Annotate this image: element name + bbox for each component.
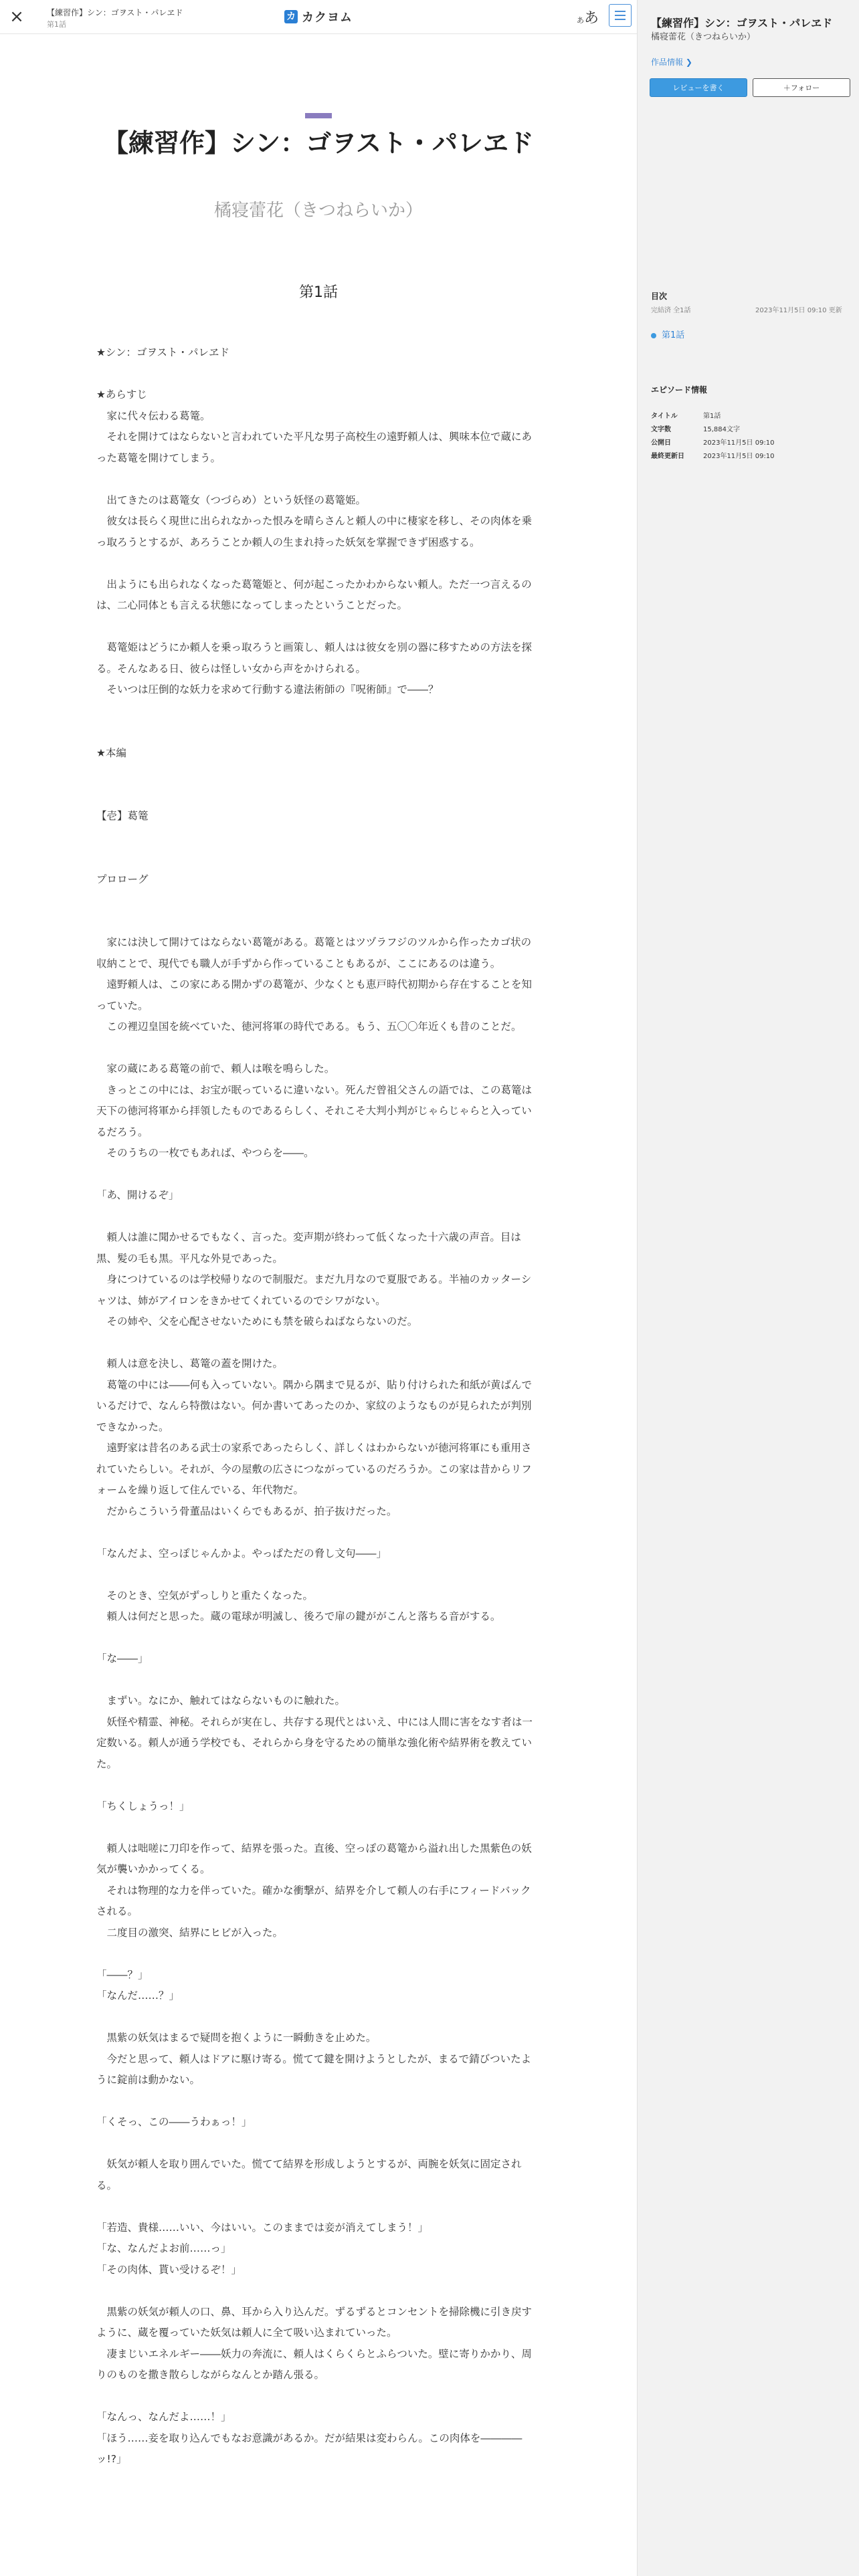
- body-paragraph: 頼人は誰に聞かせるでもなく、言った。変声期が終わって低くなった十六歳の声音。目は黒、髪の毛も黒。平凡な外見であった。: [96, 1231, 521, 1265]
- body-paragraph: [96, 617, 541, 638]
- body-paragraph: [96, 764, 541, 785]
- body-paragraph: 凄まじいエネルギー――妖力の奔流に、頼人はくらくらとふらついた。壁に寄りかかり、周りのものを撒き散らしながらなんとか踏ん張る。: [96, 2347, 532, 2381]
- body-paragraph: そのとき、空気がずっしりと重たくなった。: [96, 1589, 313, 1602]
- body-paragraph: [96, 1564, 541, 1586]
- work-title[interactable]: 【練習作】シン：ゴヲスト・パレヱド: [103, 128, 534, 158]
- body-paragraph: 「若造、貴様……いい、今はいい。このままでは妾が消えてしまう！」: [96, 2221, 429, 2234]
- body-paragraph: 「くそっ、この――うわぁっ！」: [96, 2116, 252, 2128]
- toc-line: [615, 11, 626, 12]
- body-paragraph: 「――？」: [96, 1968, 149, 1981]
- logo-text: カクヨム: [302, 11, 353, 25]
- body-paragraph: 頼人は何だと思った。蔵の電球が明滅し、後ろで扉の鍵ががこんと落ちる音がする。: [96, 1610, 501, 1622]
- body-paragraph: 黒紫の妖気が頼人の口、鼻、耳から入り込んだ。ずるずるとコンセントを掃除機に引き戻すように、蔵を覆っていた妖気は頼人に全て吸い込まれていった。: [96, 2305, 533, 2339]
- body-paragraph: 彼女は長らく現世に出られなかった恨みを晴らさんと頼人の中に棲家を移し、その肉体を乗っ取ろうとするが、あろうことか頼人の生まれ持った妖気を掌握できず困惑する。: [96, 515, 533, 548]
- episode-info-row: 公開日 2023年11月5日 09:10: [651, 439, 775, 447]
- body-paragraph: 出てきたのは葛篭女（つづらめ）という妖怪の葛篭姫。: [96, 494, 367, 506]
- body-paragraph: プロローグ: [96, 873, 149, 885]
- work-info-link[interactable]: 作品情報 ❯: [651, 58, 692, 67]
- body-paragraph: 身につけているのは学校帰りなので制服だ。まだ九月なので夏服である。半袖のカッターシャツは、姉がアイロンをきかせてくれているのでシワがない。: [96, 1273, 532, 1307]
- toc-updated: 2023年11月5日 09:10 更新: [755, 307, 842, 314]
- font-small-glyph: あ: [577, 16, 584, 25]
- body-paragraph: [96, 785, 541, 807]
- body-paragraph: ★本編: [96, 746, 126, 759]
- body-paragraph: だからこういう骨董品はいくらでもあるが、拍子抜けだった。: [96, 1505, 397, 1517]
- body-paragraph: ★あらすじ: [96, 389, 147, 401]
- body-paragraph: [96, 827, 541, 849]
- body-paragraph: 頼人は咄嗟に刀印を作って、結界を張った。直後、空っぽの葛篭から溢れ出した黒紫色の妖気が襲いかかってくる。: [96, 1842, 532, 1875]
- body-paragraph: [96, 2133, 541, 2155]
- toc-line: [615, 19, 626, 20]
- body-paragraph: [96, 722, 541, 743]
- body-paragraph: [96, 1775, 541, 1796]
- body-paragraph: 「あ、開けるぞ」: [96, 1189, 179, 1201]
- body-paragraph: 家には決して開けてはならない葛篭がある。葛篭とはツヅラフジのツルから作ったカゴ状の収納ことで、現代でも職人が手ずから作っていることもあるが、ここにあるのは違う。: [96, 936, 532, 970]
- episode-title: 第1話: [299, 284, 338, 301]
- sidebar-work-title[interactable]: 【練習作】シン：ゴヲスト・パレヱド: [651, 17, 833, 29]
- body-paragraph: 「ちくしょうっ！」: [96, 1800, 190, 1812]
- body-paragraph: [96, 1522, 541, 1543]
- body-paragraph: その姉や、父を心配させないためにも禁を破らねばならないのだ。: [96, 1315, 418, 1327]
- body-paragraph: [96, 890, 541, 911]
- body-paragraph: 妖気が頼人を取り囲んでいた。慌てて結界を形成しようとするが、両腕を妖気に固定される。: [96, 2158, 522, 2191]
- body-paragraph: 妖怪や精霊、神秘。それらが実在し、共存する現代とはいえ、中には人間に害をなす者は一定数いる。頼人が通う学校でも、それらから身を守るための簡単な強化術や結界術を教えていた。: [96, 1715, 533, 1770]
- body-paragraph: この裡辺皇国を統べていた、徳河将軍の時代である。もう、五〇〇年近くも昔のことだ。: [96, 1021, 522, 1033]
- breadcrumb-episode: 第1話: [47, 20, 66, 29]
- body-paragraph: [96, 364, 541, 385]
- body-paragraph: [96, 848, 541, 869]
- body-paragraph: [96, 1206, 541, 1228]
- body-paragraph: 「なんっ、なんだよ……！」: [96, 2411, 231, 2423]
- body-paragraph: 葛篭姫はどうにか頼人を乗っ取ろうと画策し、頼人はは彼女を別の器に移すための方法を探る。そんなある日、彼らは怪しい女から声をかけられる。: [96, 641, 533, 675]
- table-of-contents-icon[interactable]: [609, 4, 632, 27]
- body-paragraph: 葛篭の中には――何も入っていない。隅から隅まで見るが、貼り付けられた和紙が黄ばんでいるだけで、なんら特徴はない。何か書いてあったのか、家紋のようなものが見られたが判別できなかった。: [96, 1378, 533, 1433]
- episode-info-table: [651, 408, 775, 461]
- body-paragraph: きっとこの中には、お宝が眠っているに違いない。死んだ曾祖父さんの語では、この葛篭は天下の徳河将軍から拝領したものであるらしく、それこそ大判小判がじゃらじゃらと入っているだろう。: [96, 1083, 533, 1138]
- episode-info-heading: エピソード情報: [651, 385, 708, 395]
- toc-item-episode-1[interactable]: 第1話: [651, 328, 684, 340]
- body-paragraph: [96, 1164, 541, 1186]
- site-logo[interactable]: [284, 8, 353, 25]
- episode-info-row: タイトル 第1話: [651, 412, 721, 420]
- title-accent-bar: [305, 113, 332, 118]
- body-paragraph: [96, 1333, 541, 1354]
- body-paragraph: [96, 469, 541, 490]
- body-paragraph: [96, 2196, 541, 2218]
- body-paragraph: [96, 1670, 541, 1691]
- body-paragraph: [96, 553, 541, 574]
- body-paragraph: ★シン：ゴヲスト・パレヱド: [96, 346, 230, 358]
- font-large-glyph: あ: [584, 10, 599, 27]
- sidebar-author[interactable]: 橘寝蕾花（きつねらいか）: [651, 32, 756, 42]
- body-paragraph: 頼人は意を決し、葛篭の蓋を開けた。: [96, 1358, 284, 1370]
- follow-button[interactable]: ＋フォロー: [753, 78, 850, 97]
- body-paragraph: まずい。なにか、触れてはならないものに触れた。: [96, 1695, 346, 1707]
- body-paragraph: [96, 1038, 541, 1059]
- body-paragraph: 「な、なんだよお前……っ」: [96, 2242, 231, 2254]
- body-paragraph: [96, 2386, 541, 2407]
- toc-line: [615, 15, 626, 16]
- body-paragraph: 家に代々伝わる葛篭。: [96, 409, 211, 422]
- body-paragraph: 家の蔵にある葛篭の前で、頼人は喉を鳴らした。: [96, 1063, 335, 1075]
- body-paragraph: それを開けてはならないと言われていた平凡な男子高校生の遠野頼人は、興味本位で蔵にあった葛篭を開けてしまう。: [96, 431, 533, 464]
- body-paragraph: それは物理的な力を伴っていた。確かな衝撃が、結界を介して頼人の右手にフィードバックされる。: [96, 1884, 531, 1917]
- logo-icon: カ: [284, 10, 298, 23]
- font-settings-button[interactable]: [577, 7, 599, 27]
- toc-status: 完結済 全1話: [651, 307, 691, 314]
- author-name[interactable]: 橘寝蕾花（きつねらいか）: [213, 201, 423, 221]
- toc-heading: 目次: [651, 292, 668, 301]
- body-paragraph: そいつは圧倒的な妖力を求めて行動する違法術師の『呪術師』で――？: [96, 683, 439, 695]
- body-paragraph: 「な――」: [96, 1652, 149, 1665]
- body-paragraph: [96, 2091, 541, 2113]
- body-paragraph: 二度目の激突、結界にヒビが入った。: [96, 1926, 284, 1939]
- body-paragraph: 「その肉体、貰い受けるぞ！」: [96, 2263, 242, 2276]
- breadcrumb-work-title[interactable]: 【練習作】シン：ゴヲスト・パレヱド: [47, 8, 183, 17]
- sidebar: [637, 0, 859, 2576]
- body-paragraph: [96, 911, 541, 933]
- body-paragraph: [96, 1943, 541, 1965]
- body-paragraph: 【壱】葛篭: [96, 810, 149, 822]
- episode-info-row: 文字数 15,884文字: [651, 425, 740, 433]
- close-icon[interactable]: ×: [9, 7, 24, 27]
- body-paragraph: 「なんだよ、空っぽじゃんかよ。やっぱただの脅し文句――」: [96, 1547, 387, 1560]
- body-paragraph: 遠野頼人は、この家にある開かずの葛篭が、少なくとも恵戸時代初期から存在することを知っていた。: [96, 978, 533, 1012]
- body-paragraph: 「ほう……妾を取り込んでもなお意識があるか。だが結果は変わらん。この肉体を――――ッ!?」: [96, 2432, 522, 2465]
- top-header: [0, 0, 637, 34]
- body-paragraph: 今だと思って、頼人はドアに駆け寄る。慌てて鍵を開けようとしたが、まるで錆びついたように錠前は動かない。: [96, 2052, 532, 2086]
- body-paragraph: 「なんだ……？」: [96, 1990, 180, 2002]
- body-paragraph: 出ようにも出られなくなった葛篭姫と、何が起こったかわからない頼人。ただ一つ言えるのは、二心同体とも言える状態になってしまったということだった。: [96, 578, 532, 611]
- body-paragraph: そのうちの一枚でもあれば、やつらを――。: [96, 1147, 314, 1159]
- episode-body: [96, 342, 541, 2470]
- body-paragraph: 遠野家は昔名のある武士の家系であったらしく、詳しくはわからないが徳河将軍にも重用されていたらしい。それが、今の屋敷の広さにつながっているのだろうか。この家は昔からリフォームを繰り返して住んでいる、年代物だ。: [96, 1442, 532, 1496]
- body-paragraph: [96, 1817, 541, 1838]
- body-paragraph: 黒紫の妖気はまるで疑問を抱くように一瞬動きを止めた。: [96, 2032, 377, 2044]
- body-paragraph: [96, 2007, 541, 2028]
- write-review-button[interactable]: レビューを書く: [650, 78, 747, 97]
- body-paragraph: [96, 1628, 541, 1649]
- body-paragraph: [96, 701, 541, 722]
- episode-info-row: 最終更新日 2023年11月5日 09:10: [651, 452, 775, 460]
- body-paragraph: [96, 2280, 541, 2302]
